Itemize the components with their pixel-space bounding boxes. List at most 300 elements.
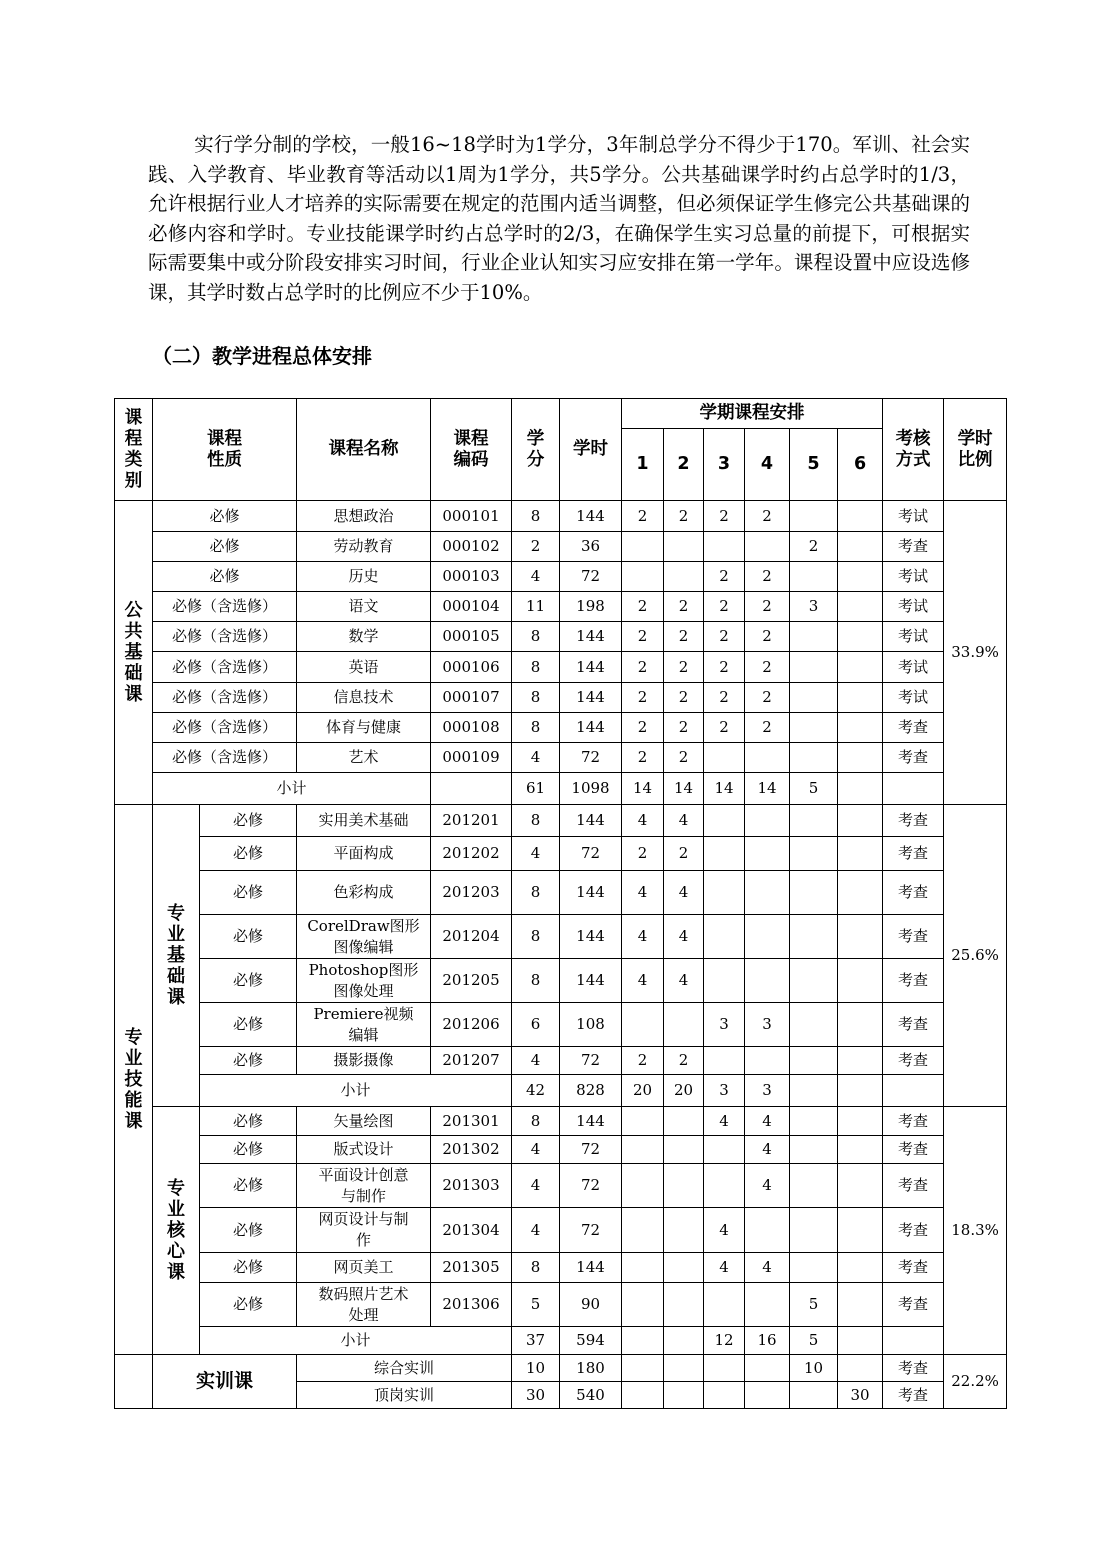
semester-hours: 2 <box>704 713 745 743</box>
course-name <box>297 1136 431 1164</box>
cell-line: 考核 <box>895 428 931 449</box>
course-name: 语文 <box>297 592 431 622</box>
semester-hours <box>790 683 838 713</box>
ratio-training: 22.2% <box>944 1355 1007 1409</box>
course-nature: 必修 <box>200 871 297 915</box>
course-code: 201204 <box>431 915 512 959</box>
cell-line: 学 <box>526 428 545 449</box>
cell-line: 业 <box>124 1048 143 1069</box>
semester-hours <box>622 1136 664 1164</box>
course-name <box>297 1047 431 1075</box>
semester-hours <box>790 959 838 1003</box>
semester-hours <box>838 713 883 743</box>
semester-hours: 2 <box>745 713 790 743</box>
course-assessment: 考试 <box>883 501 944 532</box>
course-assessment: 考试 <box>883 622 944 652</box>
cell-line: 课程 <box>207 428 242 449</box>
semester-hours: 2 <box>704 652 745 683</box>
semester-hours <box>790 622 838 652</box>
group-core <box>153 1107 200 1355</box>
semester-hours <box>838 532 883 562</box>
cell-line: 版式设计 <box>333 1140 394 1158</box>
course-nature: 必修 <box>200 1003 297 1047</box>
course-nature: 必修（含选修） <box>153 743 297 773</box>
semester-hours <box>838 1164 883 1208</box>
semester-hours: 2 <box>704 562 745 592</box>
cell-line: 公 <box>124 600 143 621</box>
course-name <box>297 871 431 915</box>
semester-hours <box>622 1003 664 1047</box>
semester-hours: 4 <box>745 1107 790 1136</box>
course-hours: 144 <box>560 622 622 652</box>
subtotal-assessment <box>883 1327 944 1355</box>
cell-line: 课 <box>167 987 185 1008</box>
table-row <box>115 652 1007 683</box>
semester-hours <box>838 837 883 871</box>
course-name <box>297 915 431 959</box>
cell-line: 性质 <box>207 449 242 470</box>
course-name: 劳动教育 <box>297 532 431 562</box>
course-hours: 108 <box>560 1003 622 1047</box>
header-code <box>431 399 512 501</box>
cell-line: Premiere视频 <box>313 1004 414 1023</box>
cell-line: 共 <box>124 621 143 642</box>
semester-hours <box>704 871 745 915</box>
semester-hours <box>664 1107 704 1136</box>
course-name <box>297 1253 431 1283</box>
subtotal-credit: 42 <box>512 1075 560 1107</box>
semester-hours <box>790 837 838 871</box>
cell-line: 色彩构成 <box>333 883 394 901</box>
semester-hours <box>745 837 790 871</box>
training-blank <box>115 1355 153 1409</box>
course-code: 000107 <box>431 683 512 713</box>
semester-hours: 4 <box>704 1253 745 1283</box>
course-credit: 10 <box>512 1355 560 1382</box>
cell-line: 网页设计与制 <box>318 1210 409 1228</box>
category-public <box>115 501 153 805</box>
group-training: 实训课 <box>153 1355 297 1409</box>
cell-line: 分 <box>526 449 545 470</box>
semester-hours <box>838 743 883 773</box>
cell-line: 比例 <box>957 449 993 470</box>
cell-line: 处理 <box>348 1305 379 1324</box>
course-nature: 必修 <box>200 1047 297 1075</box>
course-hours: 72 <box>560 1164 622 1208</box>
semester-hours <box>622 532 664 562</box>
table-row <box>115 837 1007 871</box>
course-assessment: 考查 <box>883 1382 944 1409</box>
semester-hours <box>745 532 790 562</box>
semester-hours <box>838 592 883 622</box>
table-row <box>115 805 1007 837</box>
cell-line: 与制作 <box>340 1186 386 1205</box>
cell-line: 课 <box>124 407 143 428</box>
intro-paragraph <box>148 130 970 307</box>
table-row <box>115 1355 1007 1382</box>
cell-line: CorelDraw图形 <box>307 916 420 935</box>
course-credit: 8 <box>512 713 560 743</box>
semester-hours <box>664 1283 704 1327</box>
course-credit: 4 <box>512 1208 560 1253</box>
table-row <box>115 1136 1007 1164</box>
cell-line: 别 <box>124 470 143 491</box>
cell-line: 矢量绘图 <box>333 1111 394 1130</box>
semester-hours <box>790 1136 838 1164</box>
semester-hours <box>704 743 745 773</box>
subtotal-semester: 20 <box>664 1075 704 1107</box>
subtotal-semester: 14 <box>745 773 790 805</box>
cell-line: 类 <box>124 449 143 470</box>
semester-hours <box>704 915 745 959</box>
cell-line: 业 <box>167 1199 185 1220</box>
course-hours: 72 <box>560 1047 622 1075</box>
semester-hours: 4 <box>745 1253 790 1283</box>
subtotal-hours: 1098 <box>560 773 622 805</box>
cell-line: Photoshop图形 <box>308 960 419 979</box>
course-code: 201203 <box>431 871 512 915</box>
semester-hours <box>745 1283 790 1327</box>
semester-hours: 2 <box>622 683 664 713</box>
cell-line: 摄影摄像 <box>333 1051 394 1069</box>
course-nature: 必修（含选修） <box>153 652 297 683</box>
cell-line: 专 <box>124 1027 143 1048</box>
course-nature: 必修 <box>200 915 297 959</box>
semester-hours: 3 <box>745 1003 790 1047</box>
semester-hours <box>790 915 838 959</box>
semester-hours <box>790 713 838 743</box>
semester-hours <box>664 1253 704 1283</box>
course-nature: 必修 <box>200 1253 297 1283</box>
semester-hours <box>704 1355 745 1382</box>
course-nature: 必修 <box>200 805 297 837</box>
course-credit: 8 <box>512 915 560 959</box>
course-hours: 144 <box>560 501 622 532</box>
table-row <box>115 1327 1007 1355</box>
semester-hours: 2 <box>622 652 664 683</box>
semester-hours: 4 <box>622 871 664 915</box>
semester-hours: 4 <box>622 915 664 959</box>
course-credit: 8 <box>512 683 560 713</box>
course-assessment: 考查 <box>883 1047 944 1075</box>
semester-hours: 2 <box>622 592 664 622</box>
course-name <box>297 1107 431 1136</box>
course-credit: 8 <box>512 652 560 683</box>
semester-hours: 2 <box>664 713 704 743</box>
semester-hours <box>790 1047 838 1075</box>
course-name: 综合实训 <box>297 1355 512 1382</box>
semester-hours: 4 <box>622 959 664 1003</box>
course-nature: 必修 <box>200 1107 297 1136</box>
subtotal-hours: 594 <box>560 1327 622 1355</box>
course-name: 艺术 <box>297 743 431 773</box>
semester-hours <box>745 959 790 1003</box>
course-name: 顶岗实训 <box>297 1382 512 1409</box>
course-nature: 必修 <box>200 1164 297 1208</box>
subtotal-hours: 828 <box>560 1075 622 1107</box>
semester-hours <box>790 1003 838 1047</box>
subtotal-semester: 3 <box>745 1075 790 1107</box>
course-assessment: 考查 <box>883 837 944 871</box>
course-credit: 5 <box>512 1283 560 1327</box>
semester-hours <box>838 562 883 592</box>
semester-hours: 2 <box>664 1047 704 1075</box>
semester-hours <box>704 532 745 562</box>
semester-hours <box>622 1107 664 1136</box>
course-hours: 144 <box>560 1253 622 1283</box>
semester-hours <box>745 915 790 959</box>
course-credit: 8 <box>512 622 560 652</box>
semester-hours: 2 <box>745 622 790 652</box>
cell-line: 基 <box>167 945 185 966</box>
cell-line: 平面构成 <box>333 844 394 862</box>
subtotal-semester <box>622 1327 664 1355</box>
header-semester-3: 3 <box>704 429 745 501</box>
group-basic <box>153 805 200 1107</box>
semester-hours: 2 <box>664 743 704 773</box>
course-code: 000103 <box>431 562 512 592</box>
semester-hours <box>745 1382 790 1409</box>
semester-hours <box>622 1355 664 1382</box>
semester-hours: 4 <box>704 1107 745 1136</box>
course-code: 000106 <box>431 652 512 683</box>
semester-hours: 4 <box>622 805 664 837</box>
course-nature: 必修 <box>200 1136 297 1164</box>
semester-hours <box>622 1253 664 1283</box>
course-code: 201304 <box>431 1208 512 1253</box>
semester-hours <box>664 562 704 592</box>
table-row <box>115 713 1007 743</box>
semester-hours: 2 <box>664 683 704 713</box>
semester-hours <box>790 501 838 532</box>
semester-hours <box>790 1382 838 1409</box>
semester-hours <box>664 1355 704 1382</box>
cell-line: 心 <box>167 1241 185 1262</box>
course-nature: 必修 <box>200 837 297 871</box>
course-name: 英语 <box>297 652 431 683</box>
semester-hours <box>704 959 745 1003</box>
course-hours: 144 <box>560 683 622 713</box>
subtotal-semester <box>838 1075 883 1107</box>
course-hours: 90 <box>560 1283 622 1327</box>
teaching-plan-table <box>114 398 1007 1409</box>
semester-hours: 2 <box>745 592 790 622</box>
course-hours: 144 <box>560 959 622 1003</box>
semester-hours <box>790 743 838 773</box>
course-assessment: 考查 <box>883 915 944 959</box>
semester-hours <box>838 915 883 959</box>
cell-line: 业 <box>167 924 185 945</box>
table-row <box>115 399 1007 429</box>
course-name: 信息技术 <box>297 683 431 713</box>
course-code: 000104 <box>431 592 512 622</box>
semester-hours: 2 <box>704 683 745 713</box>
course-code: 201305 <box>431 1253 512 1283</box>
course-hours: 198 <box>560 592 622 622</box>
table-row <box>115 501 1007 532</box>
course-code: 000102 <box>431 532 512 562</box>
table-row <box>115 1003 1007 1047</box>
semester-hours <box>790 562 838 592</box>
course-credit: 4 <box>512 1047 560 1075</box>
cell-line: 专 <box>167 1178 185 1199</box>
course-assessment: 考查 <box>883 871 944 915</box>
course-hours: 72 <box>560 1136 622 1164</box>
semester-hours: 4 <box>664 871 704 915</box>
course-credit: 11 <box>512 592 560 622</box>
cell-line: 技 <box>124 1069 143 1090</box>
semester-hours <box>745 743 790 773</box>
course-code: 201302 <box>431 1136 512 1164</box>
semester-hours <box>622 1164 664 1208</box>
semester-hours <box>790 1164 838 1208</box>
cell-line: 图像编辑 <box>333 937 394 956</box>
course-assessment: 考查 <box>883 1253 944 1283</box>
course-name: 体育与健康 <box>297 713 431 743</box>
course-name <box>297 1208 431 1253</box>
semester-hours <box>745 1208 790 1253</box>
semester-hours: 2 <box>622 743 664 773</box>
semester-hours: 3 <box>704 1003 745 1047</box>
subtotal-semester: 3 <box>704 1075 745 1107</box>
table-row <box>115 1283 1007 1327</box>
semester-hours: 2 <box>745 683 790 713</box>
subtotal-semester <box>838 1327 883 1355</box>
semester-hours <box>664 532 704 562</box>
semester-hours: 2 <box>622 622 664 652</box>
header-nature <box>153 399 297 501</box>
course-nature: 必修 <box>200 959 297 1003</box>
table-row <box>115 743 1007 773</box>
semester-hours <box>838 1355 883 1382</box>
semester-hours <box>622 1283 664 1327</box>
semester-hours <box>838 1003 883 1047</box>
course-credit: 8 <box>512 959 560 1003</box>
cell-line: 基 <box>124 642 143 663</box>
semester-hours: 2 <box>664 652 704 683</box>
header-hours: 学时 <box>560 399 622 501</box>
semester-hours <box>704 1382 745 1409</box>
semester-hours: 2 <box>664 501 704 532</box>
course-name: 思想政治 <box>297 501 431 532</box>
course-credit: 8 <box>512 1107 560 1136</box>
category-professional <box>115 805 153 1355</box>
course-hours: 144 <box>560 915 622 959</box>
semester-hours <box>790 1253 838 1283</box>
table-row <box>115 773 1007 805</box>
semester-hours: 5 <box>790 1283 838 1327</box>
course-credit: 4 <box>512 837 560 871</box>
semester-hours: 4 <box>664 915 704 959</box>
header-semester-4: 4 <box>745 429 790 501</box>
subtotal-semester: 14 <box>664 773 704 805</box>
course-name: 数学 <box>297 622 431 652</box>
cell-line: 核 <box>167 1220 185 1241</box>
subtotal-semester: 20 <box>622 1075 664 1107</box>
semester-hours <box>704 1164 745 1208</box>
cell-line: 平面设计创意 <box>318 1165 409 1184</box>
semester-hours <box>704 805 745 837</box>
course-credit: 8 <box>512 501 560 532</box>
course-assessment: 考查 <box>883 743 944 773</box>
table-row <box>115 1164 1007 1208</box>
subtotal-semester: 5 <box>790 1327 838 1355</box>
cell-line: 能 <box>124 1090 143 1111</box>
semester-hours <box>790 871 838 915</box>
cell-line: 专 <box>167 903 185 924</box>
cell-line: 网页美工 <box>333 1258 394 1276</box>
header-assessment <box>883 399 944 501</box>
course-code: 201206 <box>431 1003 512 1047</box>
course-credit: 30 <box>512 1382 560 1409</box>
course-credit: 4 <box>512 562 560 592</box>
semester-hours: 2 <box>664 622 704 652</box>
semester-hours <box>622 1382 664 1409</box>
semester-hours <box>838 1107 883 1136</box>
table-row <box>115 622 1007 652</box>
semester-hours: 2 <box>622 501 664 532</box>
semester-hours <box>664 1003 704 1047</box>
semester-hours <box>790 805 838 837</box>
subtotal-label: 小计 <box>153 773 431 805</box>
header-semester-2: 2 <box>664 429 704 501</box>
semester-hours: 4 <box>745 1136 790 1164</box>
table-row <box>115 683 1007 713</box>
course-assessment: 考查 <box>883 1136 944 1164</box>
semester-hours <box>838 1136 883 1164</box>
course-assessment: 考查 <box>883 959 944 1003</box>
semester-hours: 10 <box>790 1355 838 1382</box>
course-code: 201205 <box>431 959 512 1003</box>
course-assessment: 考查 <box>883 532 944 562</box>
course-hours: 144 <box>560 713 622 743</box>
semester-hours <box>622 1208 664 1253</box>
semester-hours <box>838 622 883 652</box>
course-hours: 144 <box>560 1107 622 1136</box>
semester-hours: 2 <box>664 837 704 871</box>
course-hours: 144 <box>560 805 622 837</box>
course-name <box>297 1164 431 1208</box>
table-row <box>115 1107 1007 1136</box>
semester-hours <box>745 871 790 915</box>
course-hours: 72 <box>560 562 622 592</box>
semester-hours <box>664 1382 704 1409</box>
semester-hours: 2 <box>622 1047 664 1075</box>
cell-line: 学时 <box>957 428 993 449</box>
course-credit: 4 <box>512 1136 560 1164</box>
course-nature: 必修 <box>153 562 297 592</box>
semester-hours <box>745 1355 790 1382</box>
semester-hours: 2 <box>745 562 790 592</box>
course-nature: 必修（含选修） <box>153 713 297 743</box>
semester-hours <box>838 683 883 713</box>
semester-hours: 2 <box>704 592 745 622</box>
table-row <box>115 915 1007 959</box>
course-name <box>297 837 431 871</box>
subtotal-credit: 61 <box>512 773 560 805</box>
cell-line: 课 <box>167 1262 185 1283</box>
semester-hours <box>704 1047 745 1075</box>
ratio-basic: 25.6% <box>944 805 1007 1107</box>
course-code: 201303 <box>431 1164 512 1208</box>
table-row <box>115 1075 1007 1107</box>
header-semester-5: 5 <box>790 429 838 501</box>
course-nature: 必修 <box>200 1208 297 1253</box>
subtotal-label: 小计 <box>200 1327 512 1355</box>
ratio-core: 18.3% <box>944 1107 1007 1355</box>
cell-line: 程 <box>124 428 143 449</box>
course-nature: 必修（含选修） <box>153 592 297 622</box>
